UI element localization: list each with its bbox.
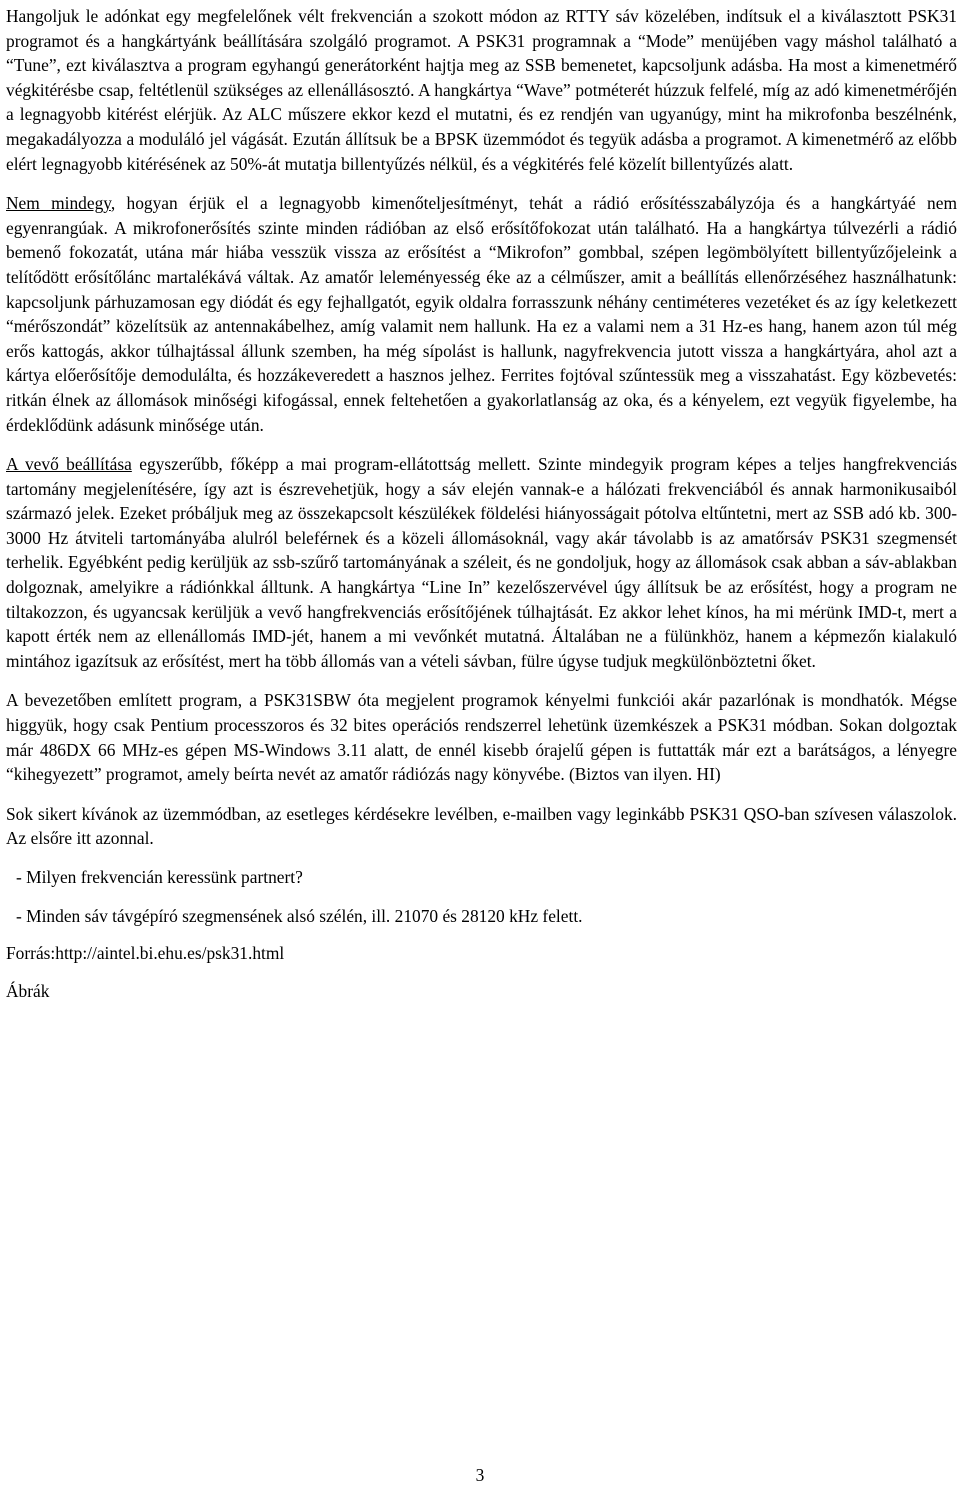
paragraph-receiver-setup [6, 452, 957, 673]
paragraph-output-power-text: , hogyan érjük el a legnagyobb kimenőteljesítményt, tehát a rádió erősítésszabályzója és a hangkártyáé nem egyenrangúak. A mikrofonerősítés szinte minden rádióban az első erősítőfokozat után található. Ha a hangkártya túlvezérli a rádió bemenő fokozatát, utána már hiába vesszük vissza az erősítést a “Mikrofon” gombbal, szépen legömbölyített billentyűzőjeleink a telítődött erősítőlánc martalékává váltak. Az amatőr leleményesség éke az a célműszer, amit a beállítás ellenőrzéséhez használhatunk: kapcsoljunk párhuzamosan egy diódát és egy fejhallgatót, egyik oldalra forrasszunk néhány centiméteres vezetéket és az így keletkezett “mérőszondát” közelítsük az antennakábelhez, amíg valamit nem hallunk. Ha ez a valami nem a 31 Hz-es hang, hanem azon túl még erős kattogás, akkor túlhajtással állunk szemben, ha még sípolást is hallunk, nagyfrekvencia jutott vissza a hangkártyára, ahol azt a kártya előerősítője demodulálta, és hozzákeveredett a hasznos jelhez. Ferrites fojtóval szűntessük meg a visszahatást. Egy közbevetés: ritkán élnek az állomások minőségi kifogással, ennek feltehetően a gyakorlatlanság az oka, és a kényelem, ezt vegyük figyelembe, ha érdeklődünk adásunk minősége után. [6, 193, 957, 435]
paragraph-output-power [6, 191, 957, 437]
figures-heading: Ábrák [6, 980, 50, 1001]
paragraph-receiver-setup-text: egyszerűbb, főképp a mai program-ellátottság mellett. Szinte mindegyik program képes a teljes hangfrekvenciás tartomány megjelenítésére, így azt is észrevehetjük, hogy a sáv elején vannak-e a hálózati frekvenciából és annak harmonikusaiból származó jelek. Ezeket próbáljuk meg az összekapcsolt készülékek földelési hiányosságait pótolva eltűntetni, mert az SSB adó kb. 300-3000 Hz átviteli tartományába alulról beleférnek és a közeli állomásoknál, vagy akár távolabb is az amatőrsáv PSK31 szegmensét terhelik. Egyébként pedig kerüljük az ssb-szűrő tartományának a széleit, és ne gondoljuk, hogy az állomások csak abban a sáv-ablakban dolgoznak, amelyikre a rádiónkkal álltunk. A hangkártya “Line In” kezelőszervével úgy állítsuk be az erősítést, hogy a program ne tiltakozzon, és ugyancsak kerüljük a vevő hangfrekvenciás erősítőjének túlhajtását. Ez akkor lehet kínos, ha mi mérünk IMD-t, mert a kapott érték nem az ellenállomás IMD-jét, hanem a mi vevőnkét mutatná. Általában ne a fülünkhöz, hanem a képmezőn kialakuló mintához igazítsuk az erősítést, mert ha több állomás van a vételi sávban, fülre úgyse tudjuk megkülönböztetni őket. [6, 454, 957, 671]
source-reference: Forrás:http://aintel.bi.ehu.es/psk31.html [6, 943, 285, 964]
page-number: 3 [475, 1465, 485, 1485]
paragraph-closing: Sok sikert kívánok az üzemmódban, az esetleges kérdésekre levélben, e-mailben vagy leginkább PSK31 QSO-ban szívesen válaszolok. Az elsőre itt azonnal. [6, 803, 957, 849]
faq-question: - Milyen frekvencián keressünk partnert? [16, 867, 303, 887]
paragraph-programs: A bevezetőben említett program, a PSK31SBW óta megjelent programok kényelmi funkciói akár pazarlónak is mondhatók. Mégse higgyük, hogy csak Pentium processzoros és 32 bites operációs rendszerrel lehetünk üzemkészek a PSK31 módban. Sokan dolgoztak már 486DX 66 MHz-es gépen MS-Windows 3.11 alatt, de ennél kisebb órajelű gépen is futtatták már ezt a barátságos, a lényegre “kihegyezett” programot, amely beírta nevét az amatőr rádiózás nagy könyvébe. (Biztos van ilyen. HI) [6, 690, 957, 785]
underlined-phrase-nem-mindegy: Nem mindegy [6, 193, 111, 214]
document-page [6, 4, 957, 1003]
paragraph-transmitter-tuning: Hangoljuk le adónkat egy megfelelőnek vélt frekvencián a szokott módon az RTTY sáv közelében, indítsuk el a kiválasztott PSK31 programot és a hangkártyánk beállítására szolgáló programot. A PSK31 programnak a “Mode” menüjében vagy máshol található a “Tune”, ezt kiválasztva a program egyhangú generátorként hajtja meg az SSB bemenetet, kapcsoljunk adásba. Ha most a kimenetmérő végkitérésbe csap, feltétlenül szükséges az ellenállásosztó. A hangkártya “Wave” potméterét húzzuk felfelé, míg az adó kimenetmérőjén a legnagyobb kitérést elérjük. Az ALC műszere ekkor kezd el mutatni, és ez rendjén van ugyanúgy, mint ha mikrofonba beszélnénk, megakadályozza a moduláló jel vágását. Ezután állítsuk be a BPSK üzemmódot és tegyük adásba a programot. A kimenetmérő az előbb elért legnagyobb kitérésének az 50%-át mutatja billentyűzés nélkül, és a végkitérés felé közelít billentyűzés alatt. [6, 6, 957, 174]
underlined-phrase-vevo-beallitasa: A vevő beállítása [6, 454, 132, 475]
faq-answer: - Minden sáv távgépíró szegmensének alsó szélén, ill. 21070 és 28120 kHz felett. [16, 905, 583, 926]
